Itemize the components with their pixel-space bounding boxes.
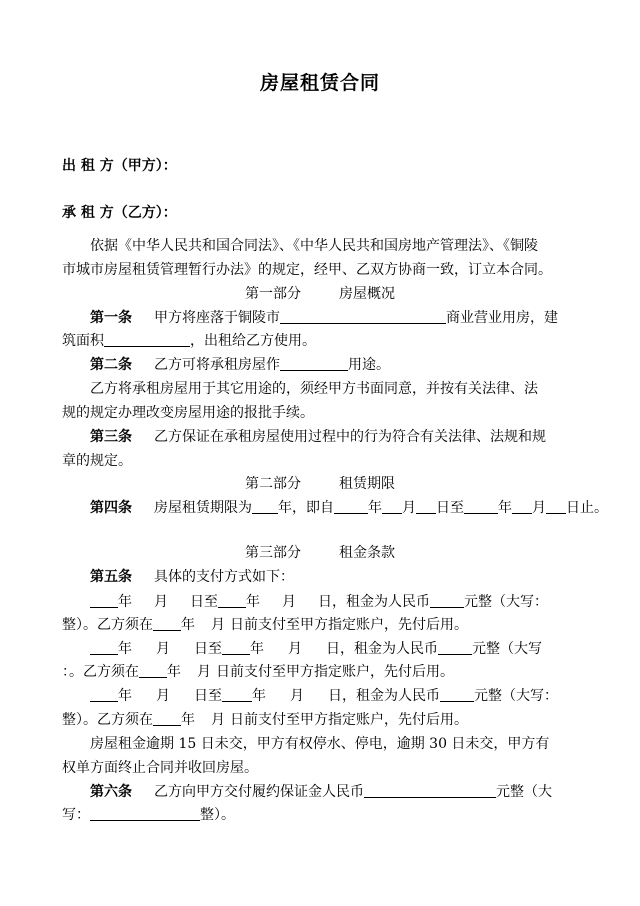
deposit-blank [364, 782, 496, 798]
part-three-heading: 第三部分 租金条款 [245, 545, 395, 561]
payment-3-line-2: 整）。乙方须在 年 月 日前支付至甲方指定账户，先付后用。 [62, 712, 468, 728]
article-1-label: 第一条 [90, 310, 132, 326]
payment-1-line-1: 年 月 日至 年 月 日，租金为人民币 元整（大写： [90, 592, 582, 612]
page-title: 房屋租赁合同 [259, 72, 380, 94]
article-5-line: 第五条 具体的支付方式如下： [90, 569, 294, 585]
article-3-line-2: 章的规定。 [62, 453, 132, 469]
lessor-label: 出 租 方（甲方）： [62, 158, 177, 174]
payment-1-line-2: 整）。乙方须在 年 月 日前支付至甲方指定账户，先付后用。 [62, 617, 468, 633]
location-blank [280, 308, 446, 324]
preamble-line-2: 市城市房屋租赁管理暂行办法》的规定，经甲、乙双方协商一致，订立本合同。 [62, 262, 552, 278]
article-3-line-1: 第三条 乙方保证在承租房屋使用过程中的行为符合有关法律、法规和规 [90, 429, 546, 445]
part-one-heading: 第一部分 房屋概况 [245, 286, 395, 302]
article-6-line-1: 第六条 乙方向甲方交付履约保证金人民币 元整（大 [90, 784, 552, 800]
article-6-label: 第六条 [90, 784, 132, 800]
lessee-label: 承 租 方（乙方）： [62, 205, 177, 221]
late-payment-line-2: 权单方面终止合同并收回房屋。 [62, 760, 258, 776]
article-3-label: 第三条 [90, 429, 132, 445]
article-1-line-2: 筑面积 ，出租给乙方使用。 [62, 333, 316, 349]
article-4-line: 第四条 房屋租赁期限为 年，即自 年 月 日至 年 月 日止。 [90, 500, 608, 516]
area-blank [104, 331, 190, 347]
purpose-blank [280, 355, 348, 371]
payment-2-line-2: ：。乙方须在 年 月 日前支付至甲方指定账户，先付后用。 [62, 664, 454, 680]
article-2-line-1: 第二条 乙方可将承租房屋作 用途。 [90, 357, 390, 373]
article-4-label: 第四条 [90, 500, 132, 516]
deposit-uppercase-blank [90, 805, 200, 821]
article-2-para-2-line-2: 规的规定办理改变房屋用途的报批手续。 [62, 405, 314, 421]
article-1-line-1: 第一条 甲方将座落于铜陵市 商业营业用房，建 [90, 310, 558, 326]
part-two-heading: 第二部分 租赁期限 [245, 476, 395, 492]
late-payment-line-1: 房屋租金逾期 15 日未交，甲方有权停水、停电，逾期 30 日未交，甲方有 [90, 736, 550, 752]
article-6-line-2: 写： 整）。 [62, 807, 235, 823]
payment-2-line-1: 年 月 日至 年 月 日，租金为人民币 元整（大写 [90, 639, 582, 659]
preamble-line-1: 依据《中华人民共和国合同法》、《中华人民共和国房地产管理法》、《铜陵 [90, 238, 538, 254]
payment-3-line-1: 年 月 日至 年 月 日，租金为人民币 元整（大写： [90, 686, 582, 706]
article-2-label: 第二条 [90, 357, 132, 373]
article-5-label: 第五条 [90, 569, 132, 585]
article-2-para-2-line-1: 乙方将承租房屋用于其它用途的，须经甲方书面同意，并按有关法律、法 [90, 381, 538, 397]
